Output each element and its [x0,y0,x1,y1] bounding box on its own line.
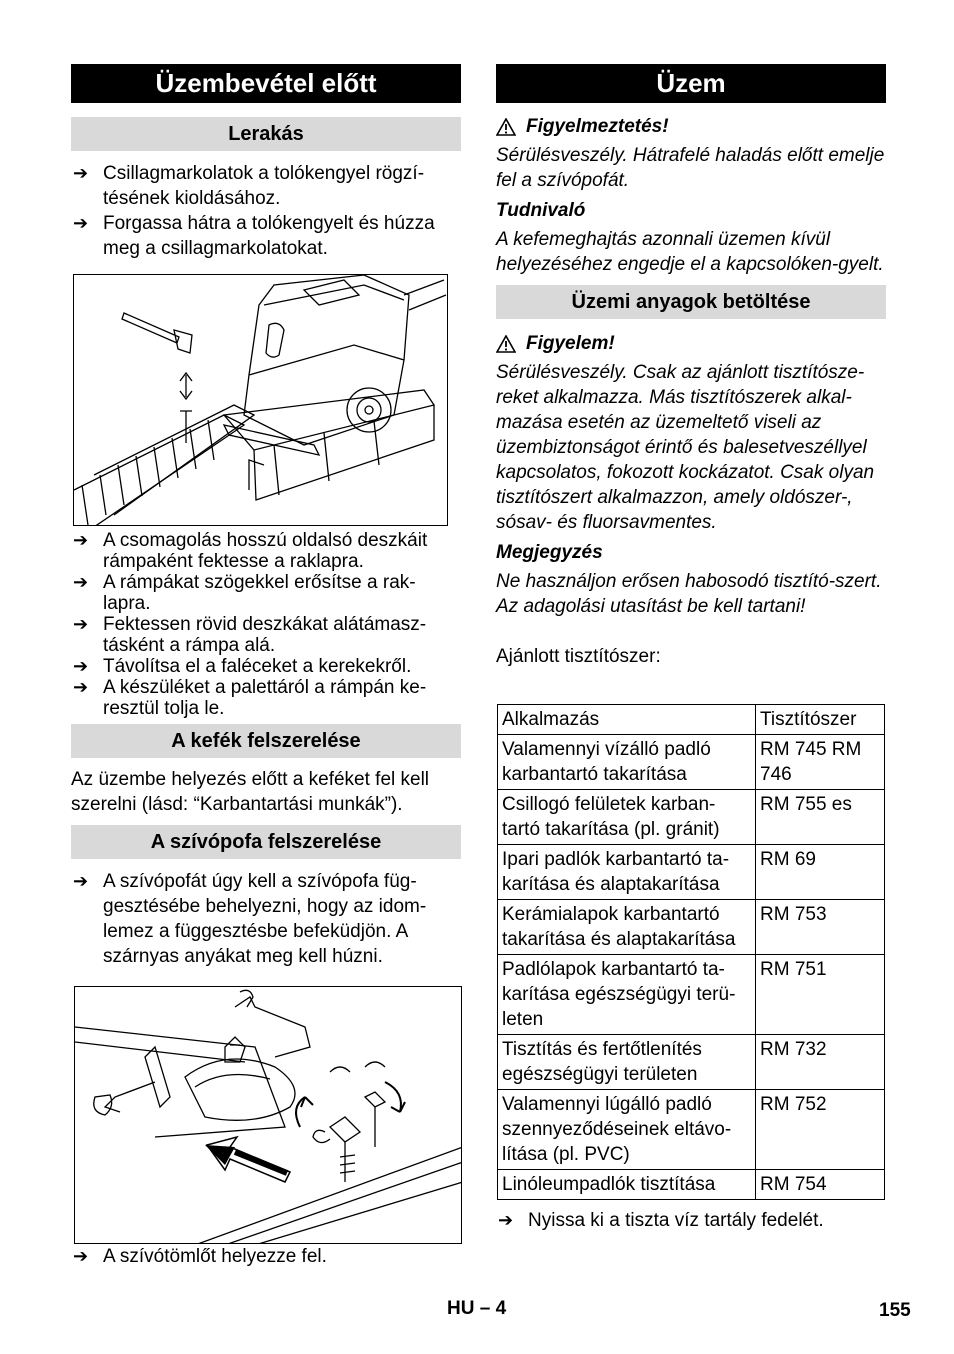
machine-on-pallet-illustration [74,275,448,526]
table-cell: Tisztítás és fertőtlenítés egészségügyi területen [498,1035,756,1090]
list-item: ➔ Csillagmarkolatok a tolókengyel rögzí-tésének kioldásához. [73,163,425,209]
list-item: ➔ Fektessen rövid deszkákat alátámasz-tásként a rámpa alá. [73,614,427,656]
table-cell: Valamennyi vízálló padló karbantartó takarítása [498,735,756,790]
list-item: ➔ A szívótömlőt helyezze fel. [73,1246,327,1267]
subheading-brushes: A kefék felszerelése [71,724,461,758]
figure-squeegee-mount [74,986,462,1244]
subheading-unloading: Lerakás [71,117,461,151]
arrow-right-icon: ➔ [73,656,89,676]
table-row [498,790,885,845]
subheading-fill-consumables: Üzemi anyagok betöltése [496,285,886,319]
table-row [498,845,885,900]
caution-text: Sérülésveszély. Csak az ajánlott tisztítósze-reket alkalmazza. Más tisztítószerek alkal-mazása esetén az üzemeltető viseli az üzembiztonságot érintő és balesetveszéllyel kapcsolatos, fokozott kockázatot. Csak olyan tisztítószert alkalmazzon, amely oldószer-, sósav- és fluorsavmentes. [496,362,875,533]
arrow-right-icon: ➔ [73,1246,89,1266]
list-item: ➔ Forgassa hátra a tolókengyelt és húzza meg a csillagmarkolatokat. [73,213,435,259]
table-cell: RM 69 [756,845,885,900]
squeegee-steps-after [71,1244,461,1269]
table-row [498,955,885,1035]
note-heading: Tudnivaló [496,200,586,221]
remark-heading: Megjegyzés [496,542,603,563]
table-row [498,1090,885,1170]
table-header-cell: Alkalmazás [498,705,756,735]
section-title-operation: Üzem [496,64,886,103]
list-item: ➔ A rámpákat szögekkel erősítse a rak-lapra. [73,572,416,614]
arrow-right-icon: ➔ [73,163,89,183]
squeegee-mounting-illustration [75,987,462,1244]
arrow-right-icon: ➔ [73,677,89,697]
arrow-right-icon: ➔ [73,530,89,550]
table-cell: RM 754 [756,1170,885,1200]
recommended-label: Ajánlott tisztítószer: [496,646,661,667]
warning-heading: Figyelmeztetés! [496,114,886,139]
arrow-right-icon: ➔ [73,871,89,891]
note-text: A kefemeghajtás azonnali üzemen kívül helyezéséhez engedje el a kapcsolóken-gyelt. [496,229,884,275]
table-header-cell: Tisztítószer [756,705,885,735]
table-row [498,1035,885,1090]
warning-triangle-icon [496,118,516,136]
footer-language-page: HU – 4 [447,1298,507,1319]
arrow-right-icon: ➔ [498,1210,514,1230]
section-title-before-operation: Üzembevétel előtt [71,64,461,103]
right-column [496,64,886,1233]
fill-final-step [496,1208,886,1233]
arrow-right-icon: ➔ [73,614,89,634]
table-cell: Valamennyi lúgálló padló szennyeződéseinek eltávo-lítása (pl. PVC) [498,1090,756,1170]
table-cell: RM 755 es [756,790,885,845]
table-cell: RM 753 [756,900,885,955]
list-item: ➔ A csomagolás hosszú oldalsó deszkáit rámpaként fektesse a raklapra. [73,530,428,572]
table-cell: RM 745 RM 746 [756,735,885,790]
table-header-row [498,705,885,735]
table-cell: Linóleumpadlók tisztítása [498,1170,756,1200]
list-item: ➔ A készüléket a palettáról a rámpán ke-resztül tolja le. [73,677,427,719]
table-cell: Ipari padlók karbantartó ta-karítása és alaptakarítása [498,845,756,900]
left-column [71,64,461,1269]
subheading-squeegee: A szívópofa felszerelése [71,825,461,859]
table-cell: RM 751 [756,955,885,1035]
caution-heading: Figyelem! [496,331,886,356]
figure-unloading-ramp [73,274,448,526]
footer-page-number: 155 [879,1300,911,1321]
warning-text: Sérülésveszély. Hátrafelé haladás előtt emelje fel a szívópofát. [496,145,885,191]
table-row [498,900,885,955]
detergent-table [497,704,885,1200]
table-row [498,1170,885,1200]
table-cell: RM 752 [756,1090,885,1170]
list-item: ➔ Távolítsa el a faléceket a kerekekről. [73,656,412,677]
warning-triangle-icon [496,335,516,353]
table-cell: RM 732 [756,1035,885,1090]
unloading-steps-after [71,530,461,719]
table-cell: Kerámialapok karbantartó takarítása és alaptakarítása [498,900,756,955]
table-cell: Padlólapok karbantartó ta-karítása egészségügyi terü-leten [498,955,756,1035]
arrow-right-icon: ➔ [73,213,89,233]
table-row [498,735,885,790]
list-item: ➔ Nyissa ki a tiszta víz tartály fedelét. [498,1210,824,1231]
brushes-text: Az üzembe helyezés előtt a keféket fel kell szerelni (lásd: “Karbantartási munkák”). [71,769,430,815]
table-cell: Csillogó felületek karban-tartó takarítása (pl. gránit) [498,790,756,845]
remark-text: Ne használjon erősen habosodó tisztító-szert. Az adagolási utasítást be kell tartani! [496,571,882,617]
squeegee-steps-before [71,869,461,969]
arrow-right-icon: ➔ [73,572,89,592]
unloading-steps-before [71,161,461,261]
list-item: ➔ A szívópofát úgy kell a szívópofa füg-gesztésébe behelyezni, hogy az idom-lemez a függesztésbe befeküdjön. A szárnyas anyákat meg kell húzni. [73,871,427,967]
